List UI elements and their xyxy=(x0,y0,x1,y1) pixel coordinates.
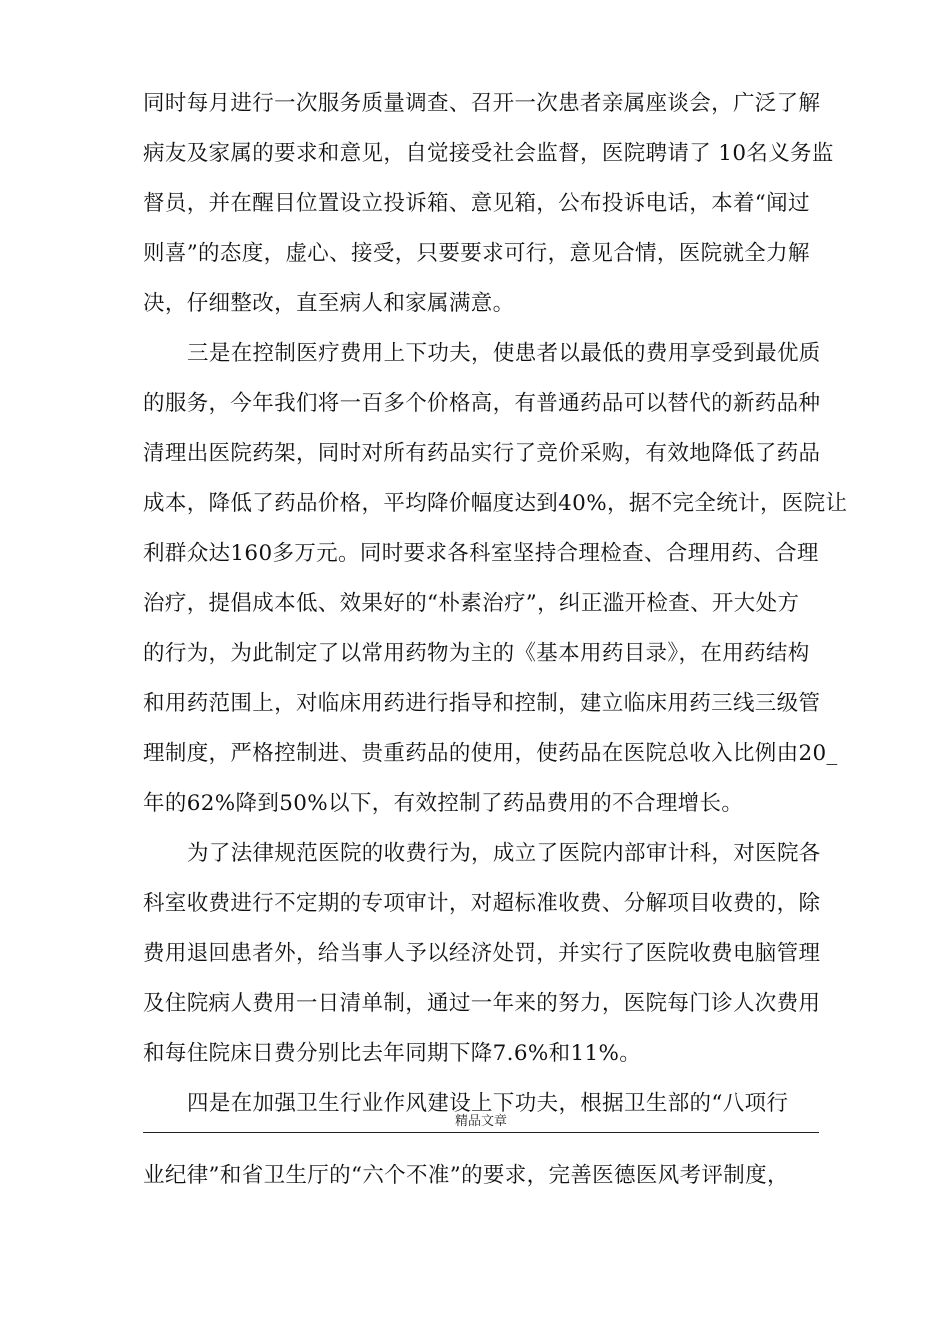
paragraph-start-line: 四是在加强卫生行业作风建设上下功夫，根据卫生部的“八项行 xyxy=(187,1091,789,1116)
text-line: 及住院病人费用一日清单制，通过一年来的努力，医院每门诊人次费用 xyxy=(143,991,821,1016)
footer-label: 精品文章 xyxy=(454,1114,507,1129)
text-line: 同时每月进行一次服务质量调查、召开一次患者亲属座谈会，广泛了解 xyxy=(143,91,821,116)
text-line: 督员，并在醒目位置设立投诉箱、意见箱，公布投诉电话，本着“闻过 xyxy=(143,191,810,216)
text-line: 年的62%降到50%以下，有效控制了药品费用的不合理增长。 xyxy=(143,791,744,816)
text-line: 决，仔细整改，直至病人和家属满意。 xyxy=(143,291,515,316)
footer-divider xyxy=(143,1132,819,1133)
text-line: 的行为，为此制定了以常用药物为主的《基本用药目录》，在用药结构 xyxy=(143,641,810,666)
paragraph-start-line: 为了法律规范医院的收费行为，成立了医院内部审计科，对医院各 xyxy=(187,841,821,866)
text-line: 科室收费进行不定期的专项审计，对超标准收费、分解项目收费的，除 xyxy=(143,891,821,916)
text-line: 业纪律”和省卫生厅的“六个不准”的要求，完善医德医风考评制度， xyxy=(143,1163,789,1188)
text-line: 的服务，今年我们将一百多个价格高，有普通药品可以替代的新药品种 xyxy=(143,391,821,416)
text-line: 清理出医院药架，同时对所有药品实行了竞价采购，有效地降低了药品 xyxy=(143,441,821,466)
text-line: 费用退回患者外，给当事人予以经济处罚，并实行了医院收费电脑管理 xyxy=(143,941,821,966)
text-line: 病友及家属的要求和意见，自觉接受社会监督，医院聘请了 10名义务监 xyxy=(143,141,834,166)
text-line: 则喜”的态度，虚心、接受，只要要求可行，意见合情，医院就全力解 xyxy=(143,241,810,266)
text-line: 治疗，提倡成本低、效果好的“朴素治疗”，纠正滥开检查、开大处方 xyxy=(143,591,800,616)
text-line: 和用药范围上，对临床用药进行指导和控制，建立临床用药三线三级管 xyxy=(143,691,821,716)
text-line: 理制度，严格控制进、贵重药品的使用，使药品在医院总收入比例由20_ xyxy=(143,741,838,766)
text-line: 和每住院床日费分别比去年同期下降7.6%和11%。 xyxy=(143,1041,642,1066)
text-line: 利群众达160多万元。同时要求各科室坚持合理检查、合理用药、合理 xyxy=(143,541,819,566)
paragraph-start-line: 三是在控制医疗费用上下功夫，使患者以最低的费用享受到最优质 xyxy=(187,341,821,366)
page-footer xyxy=(143,1113,819,1135)
text-line: 成本，降低了药品价格，平均降价幅度达到40%，据不完全统计，医院让 xyxy=(143,491,848,516)
